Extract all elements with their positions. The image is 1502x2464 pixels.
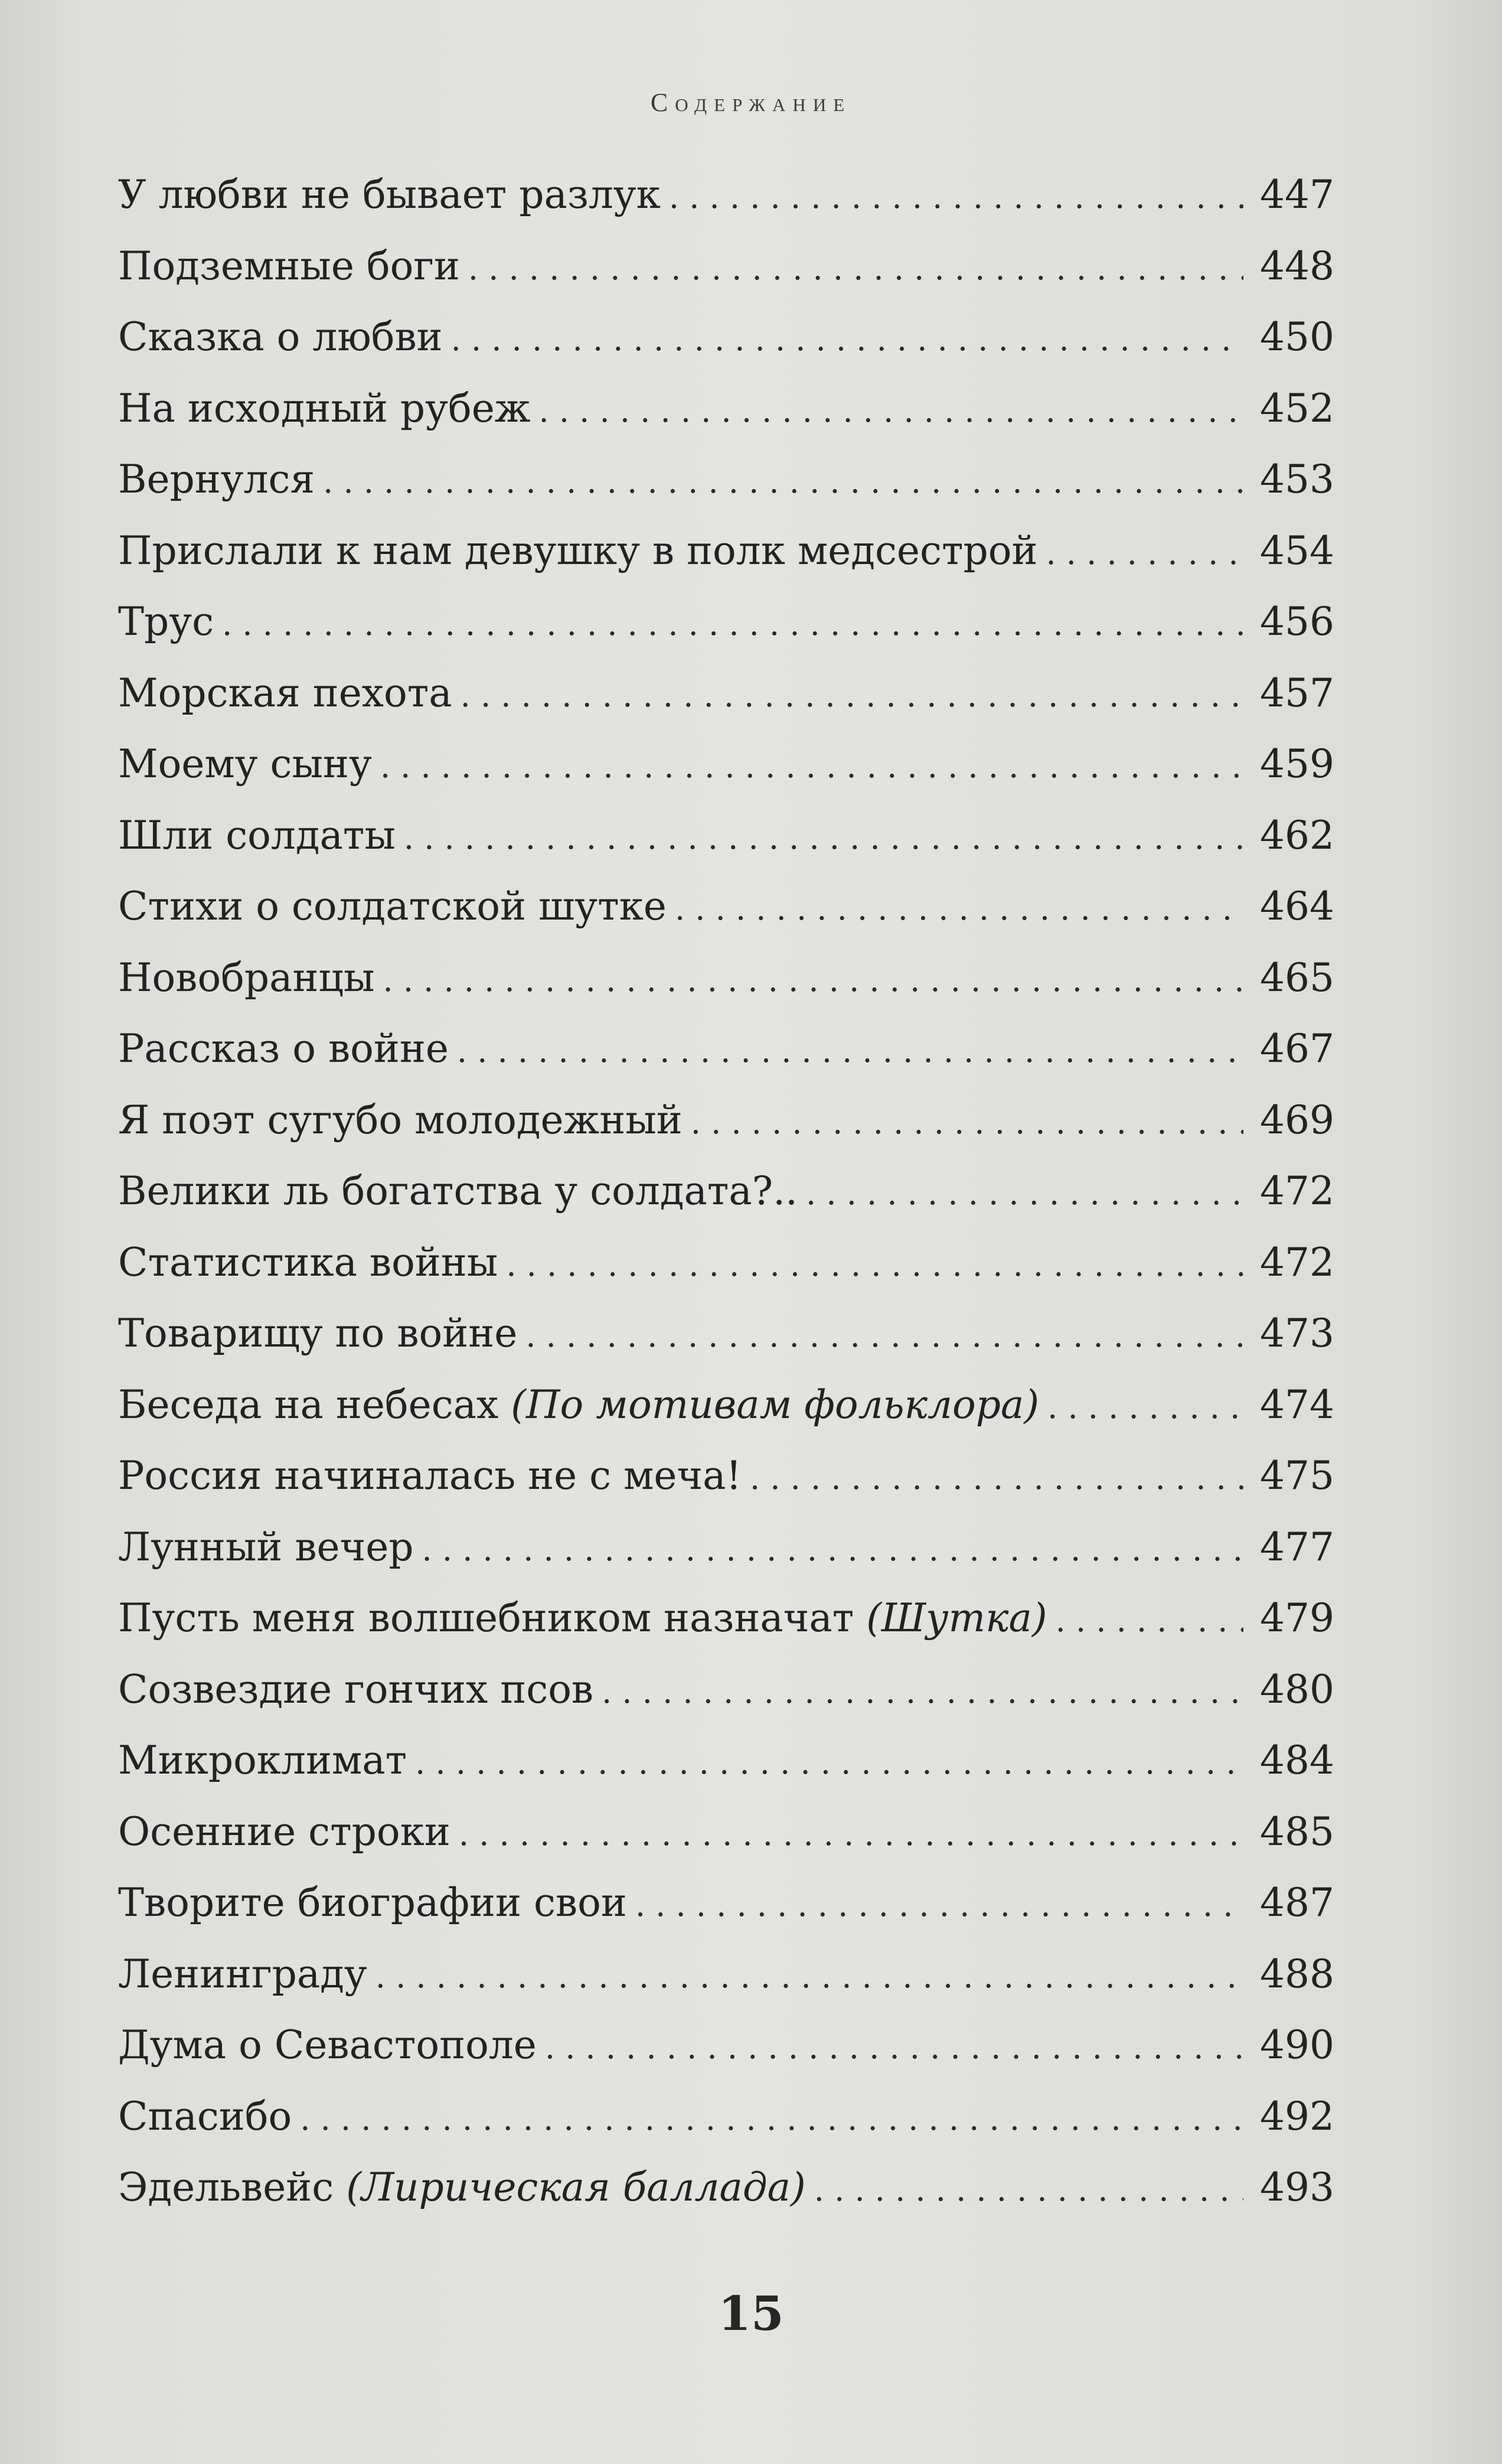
toc-entry-page: 467 bbox=[1260, 1026, 1334, 1071]
dot-leader bbox=[1046, 516, 1243, 589]
table-of-contents bbox=[118, 159, 1334, 2224]
toc-entry-page: 456 bbox=[1260, 599, 1334, 644]
toc-entry-title-text: Эдельвейс bbox=[118, 2165, 334, 2210]
dot-leader bbox=[539, 373, 1243, 447]
toc-entry-title-text: Морская пехота bbox=[118, 670, 452, 716]
toc-entry bbox=[118, 1939, 1334, 2010]
toc-entry-title bbox=[118, 586, 214, 658]
toc-entry-page: 487 bbox=[1260, 1880, 1334, 1925]
toc-entry-title bbox=[118, 1440, 742, 1512]
toc-entry-title bbox=[118, 943, 374, 1014]
dot-leader bbox=[459, 1797, 1243, 1870]
toc-entry bbox=[118, 943, 1334, 1014]
dot-leader bbox=[750, 1440, 1243, 1514]
toc-entry bbox=[118, 729, 1334, 800]
dot-leader bbox=[506, 1227, 1243, 1301]
toc-entry-page: 473 bbox=[1260, 1311, 1334, 1356]
toc-entry-page: 472 bbox=[1260, 1239, 1334, 1285]
toc-entry-title bbox=[118, 302, 443, 373]
toc-entry-page: 457 bbox=[1260, 670, 1334, 716]
toc-entry-page: 477 bbox=[1260, 1524, 1334, 1570]
toc-entry-title-text: Прислали к нам девушку в полк медсестрой bbox=[118, 527, 1038, 573]
dot-leader bbox=[415, 1725, 1243, 1799]
toc-entry-title bbox=[118, 1013, 449, 1085]
toc-entry-title-text: Пусть меня волшебником назначат bbox=[118, 1595, 854, 1641]
toc-entry bbox=[118, 1440, 1334, 1512]
dot-leader bbox=[806, 1156, 1243, 1230]
toc-entry-title bbox=[118, 729, 372, 800]
toc-entry bbox=[118, 444, 1334, 516]
toc-entry-title bbox=[118, 871, 667, 943]
toc-entry-subtitle: (Лирическая баллада) bbox=[346, 2165, 806, 2210]
toc-entry bbox=[118, 800, 1334, 872]
toc-entry bbox=[118, 159, 1334, 231]
toc-entry-page: 475 bbox=[1260, 1453, 1334, 1498]
toc-entry-title-text: Россия начиналась не с меча! bbox=[118, 1453, 742, 1498]
toc-entry-title-text: Созвездие гончих псов bbox=[118, 1666, 594, 1712]
toc-entry-title bbox=[118, 1227, 498, 1299]
toc-entry-title bbox=[118, 159, 661, 231]
dot-leader bbox=[814, 2152, 1243, 2226]
toc-entry bbox=[118, 373, 1334, 445]
toc-entry-title bbox=[118, 444, 315, 516]
toc-entry-title-text: Я поэт сугубо молодежный bbox=[118, 1097, 683, 1143]
dot-leader bbox=[635, 1867, 1243, 1941]
toc-entry-page: 450 bbox=[1260, 314, 1334, 360]
toc-entry bbox=[118, 1867, 1334, 1939]
toc-entry-title bbox=[118, 1867, 627, 1939]
toc-entry-page: 452 bbox=[1260, 385, 1334, 431]
toc-entry-page: 490 bbox=[1260, 2022, 1334, 2068]
dot-leader bbox=[222, 586, 1243, 660]
toc-entry-title-text: Новобранцы bbox=[118, 954, 375, 1000]
toc-entry bbox=[118, 2010, 1334, 2081]
toc-entry-title bbox=[118, 1797, 450, 1868]
toc-entry bbox=[118, 1725, 1334, 1797]
toc-entry-title bbox=[118, 2152, 806, 2224]
toc-entry-title bbox=[118, 1725, 407, 1797]
toc-entry-title-text: Ленинграду bbox=[118, 1951, 367, 1997]
toc-entry bbox=[118, 1156, 1334, 1227]
dot-leader bbox=[457, 1013, 1243, 1087]
dot-leader bbox=[461, 658, 1243, 732]
toc-entry bbox=[118, 1227, 1334, 1299]
toc-entry-page: 462 bbox=[1260, 812, 1334, 858]
dot-leader bbox=[380, 729, 1243, 803]
toc-entry bbox=[118, 1298, 1334, 1370]
toc-entry-page: 480 bbox=[1260, 1666, 1334, 1712]
toc-entry-title bbox=[118, 373, 531, 445]
toc-entry-page: 447 bbox=[1260, 172, 1334, 217]
toc-entry-title bbox=[118, 231, 460, 302]
toc-entry-title bbox=[118, 1583, 1047, 1654]
dot-leader bbox=[525, 1298, 1243, 1372]
dot-leader bbox=[468, 231, 1243, 305]
toc-entry bbox=[118, 586, 1334, 658]
dot-leader bbox=[323, 444, 1243, 518]
toc-entry bbox=[118, 1085, 1334, 1156]
toc-entry-title bbox=[118, 1512, 414, 1583]
toc-entry bbox=[118, 231, 1334, 302]
toc-entry-title-text: Стихи о солдатской шутке bbox=[118, 884, 667, 929]
toc-entry-title-text: Трус bbox=[118, 599, 214, 644]
toc-entry-title-text: Товарищу по войне bbox=[118, 1311, 518, 1356]
toc-entry-title bbox=[118, 516, 1037, 587]
toc-entry-title bbox=[118, 1654, 593, 1726]
toc-entry-title-text: Микроклимат bbox=[118, 1738, 407, 1783]
toc-entry-title bbox=[118, 2081, 292, 2153]
dot-leader bbox=[545, 2010, 1243, 2084]
dot-leader bbox=[404, 800, 1243, 874]
dot-leader bbox=[422, 1512, 1243, 1586]
toc-entry-title-text: Творите биографии свои bbox=[118, 1880, 627, 1925]
toc-entry-page: 472 bbox=[1260, 1168, 1334, 1214]
toc-entry-title bbox=[118, 658, 452, 729]
toc-entry bbox=[118, 1512, 1334, 1583]
toc-entry bbox=[118, 658, 1334, 729]
toc-entry-title-text: Спасибо bbox=[118, 2093, 292, 2139]
toc-entry-title bbox=[118, 1298, 517, 1370]
toc-entry-subtitle: (По мотивам фольклора) bbox=[511, 1381, 1040, 1427]
dot-leader bbox=[300, 2081, 1243, 2155]
toc-entry-title-text: Моему сыну bbox=[118, 741, 372, 787]
toc-entry bbox=[118, 1654, 1334, 1726]
running-header: Содержание bbox=[650, 88, 852, 117]
toc-entry-title bbox=[118, 1156, 798, 1227]
toc-entry bbox=[118, 516, 1334, 587]
toc-entry bbox=[118, 1583, 1334, 1654]
dot-leader bbox=[675, 871, 1243, 945]
toc-entry-page: 488 bbox=[1260, 1951, 1334, 1997]
toc-entry-page: 485 bbox=[1260, 1808, 1334, 1854]
toc-entry bbox=[118, 302, 1334, 373]
toc-entry-page: 493 bbox=[1260, 2165, 1334, 2210]
toc-entry-page: 448 bbox=[1260, 243, 1334, 289]
toc-entry-title bbox=[118, 2010, 537, 2081]
toc-entry-title-text: Беседа на небесах bbox=[118, 1381, 499, 1427]
dot-leader bbox=[691, 1085, 1243, 1159]
toc-entry-page: 453 bbox=[1260, 457, 1334, 502]
toc-entry bbox=[118, 1797, 1334, 1868]
toc-entry-title bbox=[118, 800, 396, 872]
toc-entry-title-text: Подземные боги bbox=[118, 243, 460, 289]
toc-entry-title-text: Осенние строки bbox=[118, 1808, 450, 1854]
toc-entry-title bbox=[118, 1370, 1039, 1441]
dot-leader bbox=[451, 302, 1243, 376]
toc-entry-page: 464 bbox=[1260, 884, 1334, 929]
toc-entry-page: 469 bbox=[1260, 1097, 1334, 1143]
toc-entry-page: 492 bbox=[1260, 2093, 1334, 2139]
toc-entry-title bbox=[118, 1939, 367, 2010]
toc-entry-page: 459 bbox=[1260, 741, 1334, 787]
toc-entry bbox=[118, 871, 1334, 943]
toc-entry-page: 454 bbox=[1260, 527, 1334, 573]
toc-entry-page: 465 bbox=[1260, 954, 1334, 1000]
page-number: 15 bbox=[718, 2286, 784, 2341]
toc-entry-title-text: На исходный рубеж bbox=[118, 385, 531, 431]
toc-entry-page: 479 bbox=[1260, 1595, 1334, 1641]
toc-entry bbox=[118, 1013, 1334, 1085]
toc-entry bbox=[118, 2081, 1334, 2153]
dot-leader bbox=[383, 943, 1243, 1016]
dot-leader bbox=[602, 1654, 1243, 1728]
dot-leader bbox=[669, 159, 1243, 233]
dot-leader bbox=[1056, 1583, 1243, 1657]
toc-entry-title-text: Сказка о любви bbox=[118, 314, 443, 360]
toc-entry-title-text: Статистика войны bbox=[118, 1239, 498, 1285]
toc-entry-subtitle: (Шутка) bbox=[866, 1595, 1047, 1641]
toc-entry-title-text: Велики ль богатства у солдата?.. bbox=[118, 1168, 798, 1214]
toc-entry-page: 474 bbox=[1260, 1381, 1334, 1427]
toc-entry-title-text: Шли солдаты bbox=[118, 812, 396, 858]
toc-entry bbox=[118, 2152, 1334, 2224]
toc-entry-title-text: Рассказ о войне bbox=[118, 1026, 449, 1071]
dot-leader bbox=[1047, 1370, 1243, 1443]
toc-entry-title-text: Лунный вечер bbox=[118, 1524, 414, 1570]
toc-entry-title-text: Вернулся bbox=[118, 457, 315, 502]
toc-entry-title bbox=[118, 1085, 683, 1156]
toc-entry-title-text: Дума о Севастополе bbox=[118, 2022, 537, 2068]
toc-entry-title-text: У любви не бывает разлук bbox=[118, 172, 661, 217]
toc-entry-page: 484 bbox=[1260, 1738, 1334, 1783]
dot-leader bbox=[376, 1939, 1243, 2013]
toc-entry bbox=[118, 1370, 1334, 1441]
